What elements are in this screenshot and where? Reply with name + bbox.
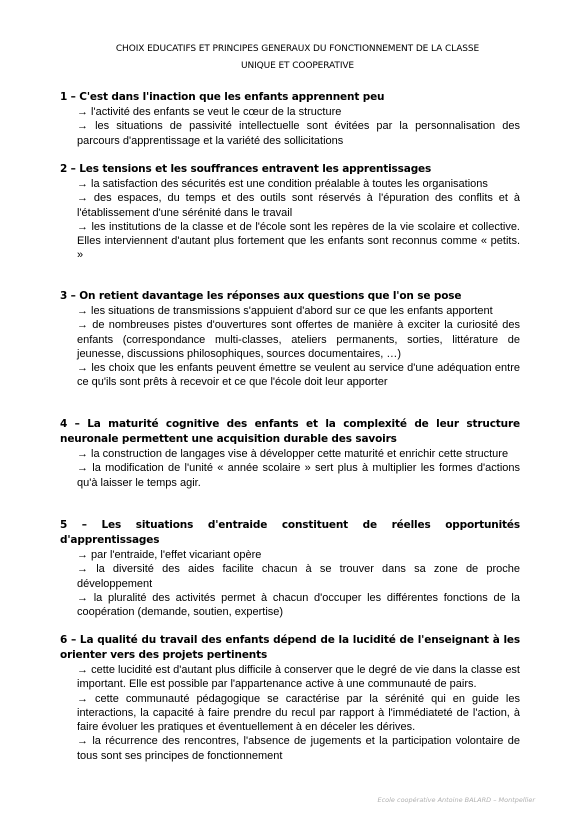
section-3 [60, 289, 520, 390]
bullet-item: → la modification de l'unité « année scolaire » sert plus à multiplier les formes d'actions qu'à laisser le temps agir. [77, 462, 520, 489]
section-1 [60, 90, 520, 148]
bullet-item: → la satisfaction des sécurités est une condition préalable à toutes les organisations [77, 178, 488, 190]
page-footer: Ecole coopérative Antoine BALARD – Montpellier [377, 796, 535, 804]
section-6 [60, 633, 520, 763]
bullet-item: → par l'entraide, l'effet vicariant opère [77, 549, 262, 561]
bullet-item: → cette lucidité est d'autant plus difficile à conserver que le degré de vie dans la classe est important. Elle est possible par l'appartenance active à une communauté de pairs. [77, 664, 520, 691]
section-4 [60, 417, 520, 490]
document-title-line-1: CHOIX EDUCATIFS ET PRINCIPES GENERAUX DU FONCTIONNEMENT DE LA CLASSE [115, 44, 480, 54]
bullet-item: → de nombreuses pistes d'ouvertures sont offertes de manière à exciter la curiosité des enfants (correspondance multi-classes, ateliers permanents, sorties, littérature de jeunesse, discussions philosophiques, sources documentaires, …) [77, 319, 520, 360]
section-heading: 4 – La maturité cognitive des enfants et la complexité de leur structure neuronale permettent une acquisition durable des savoirs [60, 418, 520, 445]
section-heading: 1 – C'est dans l'inaction que les enfants apprennent peu [60, 91, 385, 103]
bullet-item: → cette communauté pédagogique se caractérise par la sérénité qui en guide les interactions, la capacité à faire prendre du recul par rapport à l'immédiateté de l'action, à faire évoluer les pratiques et éventuellement à en déceler les dérives. [77, 692, 520, 734]
section-heading: 3 – On retient davantage les réponses aux questions que l'on se pose [60, 290, 462, 302]
bullet-item: → la construction de langages vise à développer cette maturité et enrichir cette structure [77, 448, 509, 460]
bullet-item: → des espaces, du temps et des outils sont réservés à l'épuration des conflits et à l'établissement d'une sérénité dans le travail [77, 192, 520, 219]
section-2 [60, 162, 520, 263]
section-heading: 2 – Les tensions et les souffrances entravent les apprentissages [60, 163, 432, 175]
bullet-item: → la diversité des aides facilite chacun à se trouver dans sa zone de proche développement [77, 563, 520, 590]
bullet-item: → les choix que les enfants peuvent émettre se veulent au service d'une adéquation entre ce qu'ils sont prêts à recevoir et ce que l'école doit leur apporter [77, 362, 520, 389]
bullet-item: → l'activité des enfants se veut le cœur de la structure [77, 106, 342, 118]
document-title-line-2: UNIQUE ET COOPERATIVE [240, 61, 355, 71]
bullet-item: → les situations de transmissions s'appuient d'abord sur ce que les enfants apportent [77, 305, 493, 317]
section-5 [60, 518, 520, 619]
document-title [60, 41, 535, 75]
section-heading: 5 – Les situations d'entraide constituent de réelles opportunités d'apprentissages [60, 519, 520, 546]
bullet-item: → les situations de passivité intellectuelle sont évitées par la personnalisation des parcours d'apprentissage et la variété des sollicitations [77, 120, 520, 147]
bullet-item: → les institutions de la classe et de l'école sont les repères de la vie scolaire et collective. Elles interviennent d'autant plus fortement que les enfants sont reconnus comme « petits. » [77, 220, 520, 262]
bullet-item: → la récurrence des rencontres, l'absence de jugements et la participation volontaire de tous sont ses principes de fonctionnement [77, 735, 520, 762]
section-heading: 6 – La qualité du travail des enfants dépend de la lucidité de l'enseignant à les orienter vers des projets pertinents [60, 634, 520, 661]
bullet-item: → la pluralité des activités permet à chacun d'occuper les différentes fonctions de la coopération (demande, soutien, expertise) [77, 591, 520, 619]
